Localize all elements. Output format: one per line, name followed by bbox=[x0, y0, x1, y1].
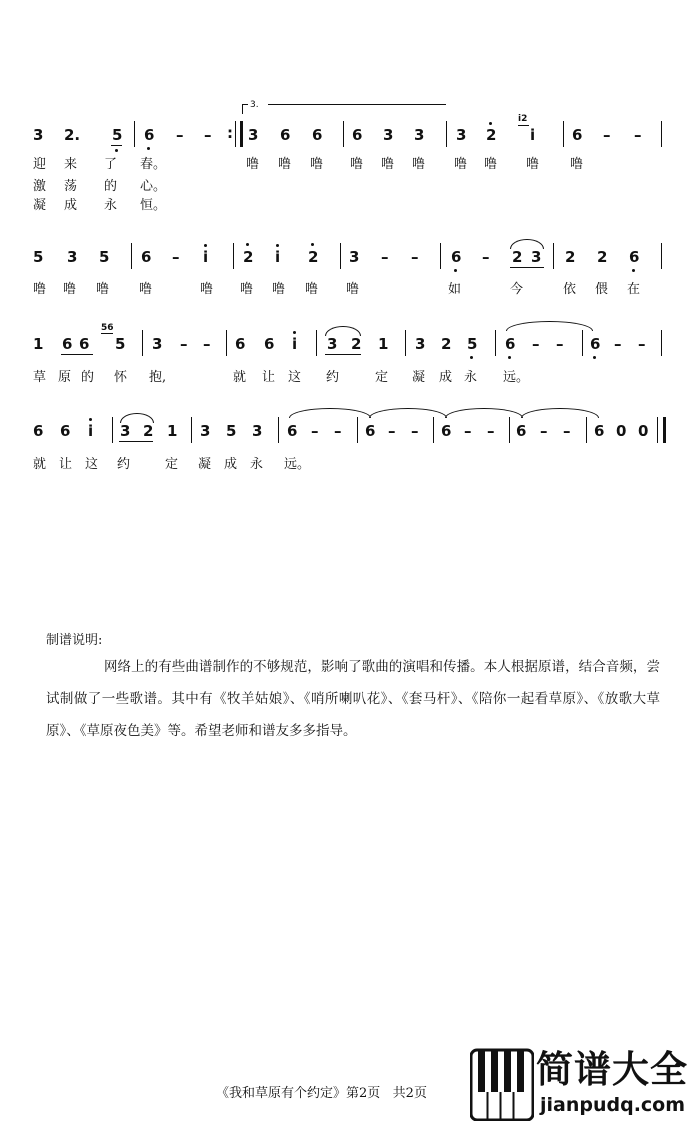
lyric: 噜 bbox=[381, 157, 395, 172]
note: 3 bbox=[33, 126, 44, 144]
lyric: 激 bbox=[33, 179, 47, 194]
lyric: 噜 bbox=[278, 157, 292, 172]
note: 0 bbox=[638, 422, 649, 440]
lyric: 噜 bbox=[63, 282, 77, 297]
note: 6 bbox=[572, 126, 583, 144]
lyric: 心。 bbox=[140, 179, 167, 194]
note: 2 bbox=[143, 422, 154, 440]
lyric: 来 bbox=[64, 157, 78, 172]
lyric: 今 bbox=[510, 282, 524, 297]
note: 3 bbox=[252, 422, 263, 440]
note: 3 bbox=[349, 248, 360, 266]
note: 3 bbox=[456, 126, 467, 144]
lyric: 噜 bbox=[526, 157, 540, 172]
note: 6 bbox=[280, 126, 291, 144]
lyric: 定 bbox=[375, 370, 389, 385]
repeat-dots: : bbox=[227, 124, 233, 142]
note: i bbox=[203, 248, 209, 266]
lyric: 春。 bbox=[140, 157, 167, 172]
lyric: 怀 bbox=[114, 370, 128, 385]
note: 1 bbox=[167, 422, 178, 440]
lyric: 恒。 bbox=[140, 198, 167, 213]
note: – bbox=[487, 422, 495, 440]
lyric: 噜 bbox=[96, 282, 110, 297]
note: – bbox=[176, 126, 184, 144]
note: 6 bbox=[516, 422, 527, 440]
note: 2 bbox=[441, 335, 452, 353]
note: i bbox=[88, 422, 94, 440]
note: 6 bbox=[629, 248, 640, 266]
lyric: 噜 bbox=[272, 282, 286, 297]
lyric: 的 bbox=[104, 179, 118, 194]
note: 6 bbox=[594, 422, 605, 440]
note: 3 bbox=[248, 126, 259, 144]
lyric: 迎 bbox=[33, 157, 47, 172]
note: – bbox=[464, 422, 472, 440]
note: 1 bbox=[378, 335, 389, 353]
lyric: 就 bbox=[33, 457, 47, 472]
note: 5 bbox=[226, 422, 237, 440]
note: i bbox=[530, 126, 536, 144]
note: – bbox=[634, 126, 642, 144]
lyric: 就 bbox=[233, 370, 247, 385]
note: 6 bbox=[505, 335, 516, 353]
note: 6 bbox=[365, 422, 376, 440]
lyric: 永 bbox=[104, 198, 118, 213]
note: – bbox=[540, 422, 548, 440]
note: 6 bbox=[312, 126, 323, 144]
note: 5 bbox=[467, 335, 478, 353]
note: 6 bbox=[79, 335, 90, 353]
lyric: 噜 bbox=[139, 282, 153, 297]
lyric: 噜 bbox=[484, 157, 498, 172]
note: – bbox=[556, 335, 564, 353]
lyric: 偎 bbox=[595, 282, 609, 297]
note: – bbox=[172, 248, 180, 266]
page-footer: 《我和草原有个约定》第2页 共2页 bbox=[216, 1086, 427, 1101]
note: – bbox=[388, 422, 396, 440]
lyric: 在 bbox=[627, 282, 641, 297]
note: 5 bbox=[112, 126, 123, 144]
lyric: 远。 bbox=[284, 457, 311, 472]
logo-url: jianpudq.com bbox=[540, 1094, 686, 1116]
lyric: 噜 bbox=[33, 282, 47, 297]
lyric: 让 bbox=[262, 370, 276, 385]
note: 5 bbox=[33, 248, 44, 266]
lyric: 永 bbox=[464, 370, 478, 385]
note: 2 bbox=[243, 248, 254, 266]
note: 6 bbox=[33, 422, 44, 440]
note: – bbox=[311, 422, 319, 440]
lyric: 成 bbox=[64, 198, 78, 213]
note: 6 bbox=[264, 335, 275, 353]
note: 2 bbox=[565, 248, 576, 266]
lyric: 永 bbox=[250, 457, 264, 472]
note: – bbox=[482, 248, 490, 266]
note: 3 bbox=[152, 335, 163, 353]
note: 1 bbox=[33, 335, 44, 353]
note: – bbox=[180, 335, 188, 353]
note: 6 bbox=[590, 335, 601, 353]
grace-notes: 56 bbox=[101, 323, 114, 333]
lyric: 噜 bbox=[346, 282, 360, 297]
lyric: 成 bbox=[439, 370, 453, 385]
lyric: 约 bbox=[326, 370, 340, 385]
lyric: 噜 bbox=[350, 157, 364, 172]
lyric: 原 bbox=[58, 370, 72, 385]
logo-name: 简谱大全 bbox=[536, 1048, 688, 1091]
note: – bbox=[411, 422, 419, 440]
note: 2 bbox=[351, 335, 362, 353]
lyric: 依 bbox=[563, 282, 577, 297]
note: 2 bbox=[308, 248, 319, 266]
note: 2 bbox=[486, 126, 497, 144]
note: – bbox=[381, 248, 389, 266]
lyric: 的 bbox=[81, 370, 95, 385]
lyric: 凝 bbox=[33, 198, 47, 213]
lyric: 这 bbox=[85, 457, 99, 472]
note: 6 bbox=[441, 422, 452, 440]
note: 2 bbox=[512, 248, 523, 266]
note: – bbox=[203, 335, 211, 353]
lyric: 荡 bbox=[64, 179, 78, 194]
note: 2. bbox=[64, 126, 81, 144]
note: 6 bbox=[352, 126, 363, 144]
lyric: 噜 bbox=[305, 282, 319, 297]
note: 5 bbox=[115, 335, 126, 353]
note: 3 bbox=[415, 335, 426, 353]
lyric: 草 bbox=[33, 370, 47, 385]
lyric: 这 bbox=[288, 370, 302, 385]
note: 6 bbox=[60, 422, 71, 440]
note: 3 bbox=[67, 248, 78, 266]
note: 5 bbox=[99, 248, 110, 266]
lyric: 噜 bbox=[246, 157, 260, 172]
note: – bbox=[603, 126, 611, 144]
note: 6 bbox=[451, 248, 462, 266]
note: 6 bbox=[62, 335, 73, 353]
lyric: 约 bbox=[117, 457, 131, 472]
note: – bbox=[563, 422, 571, 440]
lyric: 定 bbox=[165, 457, 179, 472]
lyric: 噜 bbox=[570, 157, 584, 172]
note: – bbox=[614, 335, 622, 353]
note: 3 bbox=[200, 422, 211, 440]
note: – bbox=[411, 248, 419, 266]
lyric: 凝 bbox=[412, 370, 426, 385]
note: 3 bbox=[414, 126, 425, 144]
lyric: 了 bbox=[104, 157, 118, 172]
note: – bbox=[638, 335, 646, 353]
lyric: 如 bbox=[448, 282, 462, 297]
lyric: 成 bbox=[224, 457, 238, 472]
lyric: 凝 bbox=[198, 457, 212, 472]
note-body: 网络上的有些曲谱制作的不够规范，影响了歌曲的演唱和传播。本人根据原谱，结合音频，尝试制做了一些歌谱。其中有《牧羊姑娘》、《哨所喇叭花》、《套马杆》、《陪你一起看草原》、《放歌大草原》、《草原夜色美》等。希望老师和谱友多多指导。 bbox=[46, 659, 660, 739]
site-logo bbox=[470, 1040, 692, 1121]
lyric: 噜 bbox=[454, 157, 468, 172]
note: 6 bbox=[141, 248, 152, 266]
note: – bbox=[204, 126, 212, 144]
note-title: 制谱说明: bbox=[46, 633, 103, 648]
note: 3 bbox=[531, 248, 542, 266]
piano-icon bbox=[470, 1040, 534, 1121]
volta-label: 3. bbox=[250, 100, 259, 110]
lyric: 让 bbox=[59, 457, 73, 472]
lyric: 噜 bbox=[240, 282, 254, 297]
note: 6 bbox=[287, 422, 298, 440]
note: 2 bbox=[597, 248, 608, 266]
lyric: 噜 bbox=[412, 157, 426, 172]
grace-notes: i2 bbox=[518, 114, 528, 124]
note: 3 bbox=[327, 335, 338, 353]
lyric: 噜 bbox=[200, 282, 214, 297]
lyric: 抱, bbox=[149, 370, 167, 385]
note: 3 bbox=[120, 422, 131, 440]
lyric: 噜 bbox=[310, 157, 324, 172]
note: i bbox=[292, 335, 298, 353]
note: 0 bbox=[616, 422, 627, 440]
note: – bbox=[532, 335, 540, 353]
note: 6 bbox=[144, 126, 155, 144]
note: i bbox=[275, 248, 281, 266]
note: 3 bbox=[383, 126, 394, 144]
lyric: 远。 bbox=[503, 370, 530, 385]
note: – bbox=[334, 422, 342, 440]
note: 6 bbox=[235, 335, 246, 353]
